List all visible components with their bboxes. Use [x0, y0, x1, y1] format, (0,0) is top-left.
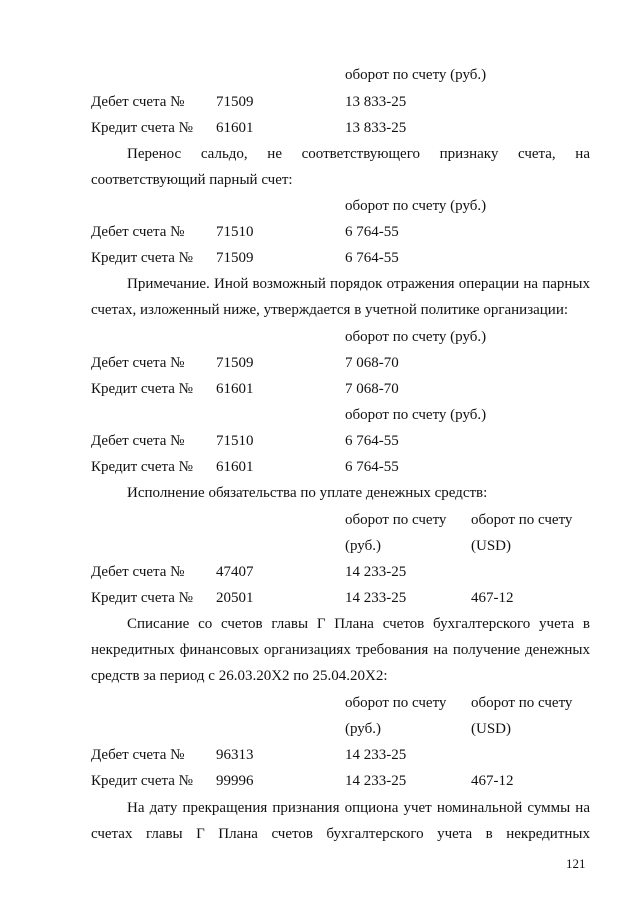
- credit-label: Кредит счета №: [91, 590, 193, 606]
- debit-amount: 6 764-55: [345, 433, 399, 449]
- paragraph-line: некредитных финансовых организациях требования на получение денежных: [91, 642, 590, 658]
- paragraph-line: соответствующий парный счет:: [91, 172, 293, 188]
- debit-amount: 6 764-55: [345, 224, 399, 240]
- paragraph-line: На дату прекращения признания опциона учет номинальной суммы на: [127, 800, 590, 816]
- turnover-header-rub: оборот по счету: [345, 695, 447, 711]
- turnover-header: оборот по счету (руб.): [345, 407, 487, 423]
- debit-amount: 7 068-70: [345, 355, 399, 371]
- turnover-header-usd: оборот по счету: [471, 512, 573, 528]
- debit-label: Дебет счета №: [91, 433, 185, 449]
- credit-account: 71509: [216, 250, 254, 266]
- currency-usd: (USD): [471, 538, 511, 554]
- credit-label: Кредит счета №: [91, 381, 193, 397]
- debit-account: 71509: [216, 355, 254, 371]
- turnover-header: оборот по счету (руб.): [345, 329, 487, 345]
- credit-label: Кредит счета №: [91, 773, 193, 789]
- turnover-header: оборот по счету (руб.): [345, 67, 487, 83]
- credit-amount: 14 233-25: [345, 773, 407, 789]
- credit-label: Кредит счета №: [91, 120, 193, 136]
- credit-account: 61601: [216, 381, 254, 397]
- credit-account: 99996: [216, 773, 254, 789]
- debit-account: 47407: [216, 564, 254, 580]
- credit-amount: 6 764-55: [345, 459, 399, 475]
- debit-amount: 13 833-25: [345, 94, 407, 110]
- credit-label: Кредит счета №: [91, 459, 193, 475]
- credit-amount: 13 833-25: [345, 120, 407, 136]
- turnover-header-usd: оборот по счету: [471, 695, 573, 711]
- turnover-header: оборот по счету (руб.): [345, 198, 487, 214]
- credit-amount: 7 068-70: [345, 381, 399, 397]
- paragraph-line: Примечание. Иной возможный порядок отражения операции на парных: [127, 276, 590, 292]
- credit-amount: 14 233-25: [345, 590, 407, 606]
- debit-amount: 14 233-25: [345, 747, 407, 763]
- credit-amount-usd: 467-12: [471, 773, 514, 789]
- debit-amount: 14 233-25: [345, 564, 407, 580]
- paragraph-line: счетах главы Г Плана счетов бухгалтерского учета в некредитных: [91, 826, 590, 842]
- page-number: 121: [566, 856, 586, 871]
- credit-label: Кредит счета №: [91, 250, 193, 266]
- debit-label: Дебет счета №: [91, 94, 185, 110]
- debit-label: Дебет счета №: [91, 355, 185, 371]
- credit-account: 20501: [216, 590, 254, 606]
- currency-rub: (руб.): [345, 538, 381, 554]
- paragraph-line: средств за период с 26.03.20Х2 по 25.04.20Х2:: [91, 668, 388, 684]
- paragraph-line: Исполнение обязательства по уплате денежных средств:: [127, 485, 488, 501]
- debit-account: 71510: [216, 224, 254, 240]
- paragraph-line: счетах, изложенный ниже, утверждается в учетной политике организации:: [91, 302, 569, 318]
- paragraph-line: Перенос сальдо, не соответствующего признаку счета, на: [127, 146, 590, 162]
- credit-amount-usd: 467-12: [471, 590, 514, 606]
- debit-account: 71509: [216, 94, 254, 110]
- debit-account: 71510: [216, 433, 254, 449]
- debit-label: Дебет счета №: [91, 747, 185, 763]
- paragraph-line: Списание со счетов главы Г Плана счетов бухгалтерского учета в: [127, 616, 590, 632]
- currency-usd: (USD): [471, 721, 511, 737]
- credit-account: 61601: [216, 459, 254, 475]
- debit-account: 96313: [216, 747, 254, 763]
- debit-label: Дебет счета №: [91, 564, 185, 580]
- currency-rub: (руб.): [345, 721, 381, 737]
- credit-account: 61601: [216, 120, 254, 136]
- turnover-header-rub: оборот по счету: [345, 512, 447, 528]
- debit-label: Дебет счета №: [91, 224, 185, 240]
- credit-amount: 6 764-55: [345, 250, 399, 266]
